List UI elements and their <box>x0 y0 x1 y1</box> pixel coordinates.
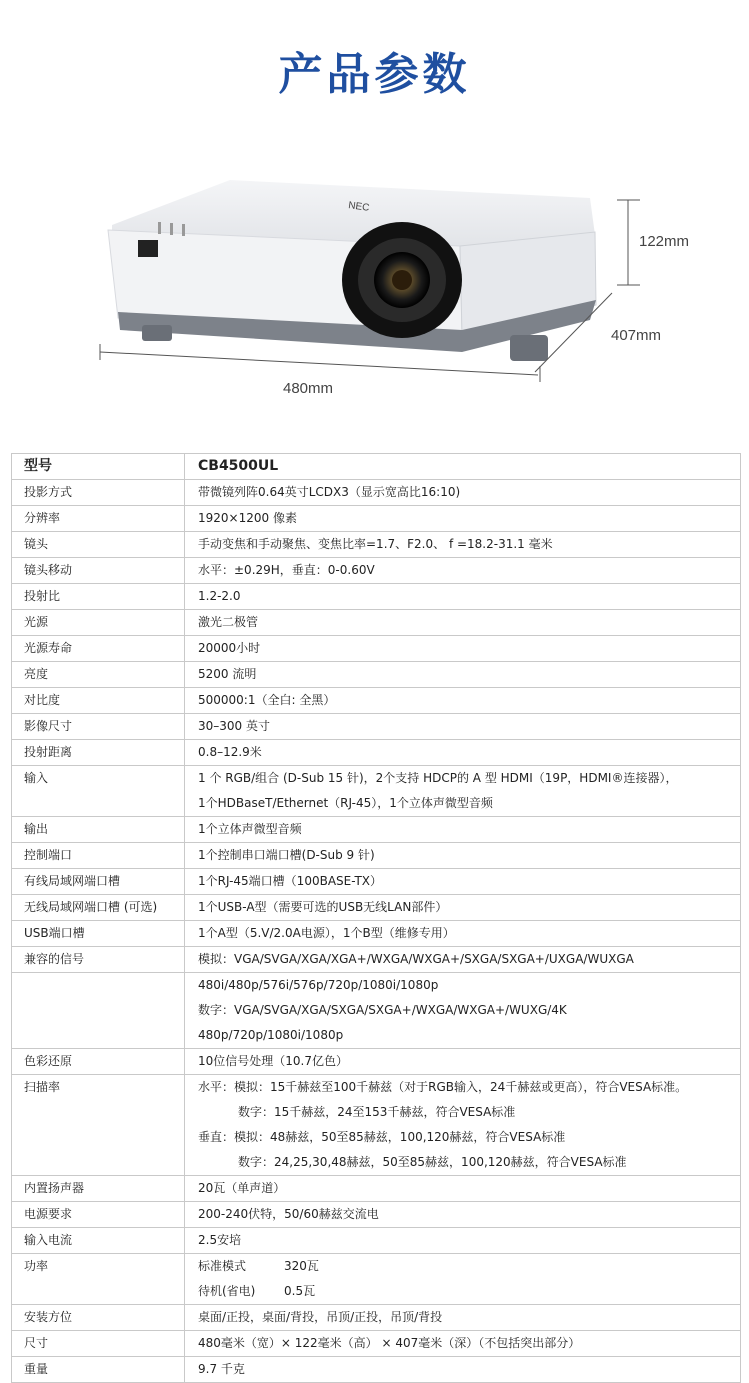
power-mode-value: 320瓦 <box>284 1259 319 1273</box>
spec-label-text: 输入 <box>24 771 49 785</box>
spec-label-text: 光源 <box>24 615 49 629</box>
spec-row <box>12 1254 741 1305</box>
spec-value <box>185 817 741 843</box>
spec-label <box>12 895 185 921</box>
spec-label-text: 功率 <box>24 1259 49 1273</box>
spec-row <box>12 1305 741 1331</box>
spec-value-line: 1个HDBaseT/Ethernet（RJ-45），1个立体声微型音频 <box>198 796 493 810</box>
spec-label <box>12 688 185 714</box>
spec-label-text: 有线局域网端口槽 <box>24 874 121 888</box>
spec-row <box>12 766 741 817</box>
spec-row <box>12 895 741 921</box>
spec-label-text: 尺寸 <box>24 1336 49 1350</box>
spec-row <box>12 1202 741 1228</box>
spec-label <box>12 506 185 532</box>
spec-label <box>12 1331 185 1357</box>
spec-label <box>12 740 185 766</box>
spec-label <box>12 662 185 688</box>
spec-row <box>12 454 741 480</box>
spec-label <box>12 869 185 895</box>
spec-label-text: 内置扬声器 <box>24 1181 85 1195</box>
spec-label <box>12 1305 185 1331</box>
spec-row <box>12 584 741 610</box>
spec-value <box>185 1202 741 1228</box>
spec-value-line: 20瓦（单声道） <box>198 1181 286 1195</box>
spec-value-line: 模拟：VGA/SVGA/XGA/XGA+/WXGA/WXGA+/SXGA/SXGA+/UXGA/WUXGA <box>198 952 634 966</box>
spec-label-text: 对比度 <box>24 693 61 707</box>
spec-value-line: 数字：24,25,30,48赫兹，50至85赫兹，100,120赫兹，符合VESA标准 <box>238 1155 627 1169</box>
spec-row <box>12 740 741 766</box>
spec-value <box>185 532 741 558</box>
spec-label <box>12 1049 185 1075</box>
spec-value-line: CB4500UL <box>198 458 279 474</box>
spec-row <box>12 921 741 947</box>
spec-label-text <box>24 973 184 998</box>
spec-value <box>185 1176 741 1202</box>
spec-row <box>12 947 741 973</box>
spec-label <box>12 1254 185 1305</box>
spec-label-text: 无线局域网端口槽 (可选) <box>24 900 158 914</box>
spec-value <box>185 480 741 506</box>
spec-value <box>185 688 741 714</box>
spec-row <box>12 688 741 714</box>
spec-value-line: 数字：15千赫兹，24至153千赫兹，符合VESA标准 <box>238 1105 516 1119</box>
spec-label <box>12 817 185 843</box>
spec-label-text: 安装方位 <box>24 1310 73 1324</box>
spec-value <box>185 662 741 688</box>
spec-label <box>12 973 185 1049</box>
spec-value-line: 200-240伏特，50/60赫兹交流电 <box>198 1207 379 1221</box>
spec-row <box>12 636 741 662</box>
spec-label <box>12 1228 185 1254</box>
spec-value <box>185 947 741 973</box>
spec-value-line: 数字：VGA/SVGA/XGA/SXGA/SXGA+/WXGA/WXGA+/WUXG/4K <box>198 1003 567 1017</box>
spec-label-text: 重量 <box>24 1362 49 1376</box>
spec-value <box>185 558 741 584</box>
power-mode-name: 标准模式 <box>198 1259 247 1273</box>
spec-row <box>12 1331 741 1357</box>
spec-label <box>12 480 185 506</box>
spec-label-text: 型号 <box>24 458 52 474</box>
spec-label-text: 亮度 <box>24 667 49 681</box>
spec-row <box>12 480 741 506</box>
power-mode-line <box>198 1279 740 1304</box>
spec-label <box>12 1202 185 1228</box>
spec-label <box>12 636 185 662</box>
spec-label <box>12 1176 185 1202</box>
spec-value-line: 桌面/正投，桌面/背投，吊顶/正投，吊顶/背投 <box>198 1310 443 1324</box>
spec-label-text: 投影方式 <box>24 485 73 499</box>
spec-label <box>12 843 185 869</box>
spec-value-line: 1个USB-A型（需要可选的USB无线LAN部件） <box>198 900 448 914</box>
spec-value-line: 1个控制串口端口槽(D-Sub 9 针) <box>198 848 375 862</box>
spec-value <box>185 506 741 532</box>
power-mode-value: 0.5瓦 <box>284 1284 316 1298</box>
depth-dimension: 407mm <box>611 327 662 344</box>
spec-label-text: 分辨率 <box>24 511 61 525</box>
spec-value <box>185 1049 741 1075</box>
spec-value <box>185 766 741 817</box>
height-dimension: 122mm <box>639 233 690 250</box>
spec-row <box>12 662 741 688</box>
spec-value-line: 水平：±0.29H，垂直：0-0.60V <box>198 563 375 577</box>
spec-value <box>185 1254 741 1305</box>
spec-row <box>12 532 741 558</box>
spec-value-line: 垂直：模拟：48赫兹，50至85赫兹，100,120赫兹，符合VESA标准 <box>198 1130 566 1144</box>
spec-value-line: 1个立体声微型音频 <box>198 822 302 836</box>
spec-row <box>12 817 741 843</box>
spec-row <box>12 714 741 740</box>
dimension-lines <box>0 0 749 440</box>
spec-value <box>185 843 741 869</box>
spec-label <box>12 584 185 610</box>
spec-label-text: 镜头 <box>24 537 49 551</box>
spec-label-text: 光源寿命 <box>24 641 73 655</box>
spec-value-line: 10位信号处理（10.7亿色） <box>198 1054 348 1068</box>
spec-value-line: 1920×1200 像素 <box>198 511 297 525</box>
power-mode-line <box>198 1254 740 1279</box>
spec-label-text: 投射距离 <box>24 745 73 759</box>
spec-value <box>185 636 741 662</box>
spec-value-line: 2.5安培 <box>198 1233 242 1247</box>
spec-label-text: 电源要求 <box>24 1207 73 1221</box>
spec-value <box>185 921 741 947</box>
spec-label-text: 色彩还原 <box>24 1054 73 1068</box>
spec-row <box>12 506 741 532</box>
spec-label <box>12 532 185 558</box>
spec-value <box>185 869 741 895</box>
spec-row <box>12 1049 741 1075</box>
spec-value <box>185 973 741 1049</box>
spec-value <box>185 454 741 480</box>
spec-value-line: 水平：模拟：15千赫兹至100千赫兹（对于RGB输入，24千赫兹或更高），符合VESA标准。 <box>198 1080 688 1094</box>
spec-label-text: 输出 <box>24 822 49 836</box>
spec-value-line: 20000小时 <box>198 641 261 655</box>
spec-label <box>12 947 185 973</box>
spec-value <box>185 714 741 740</box>
spec-table <box>11 453 741 1383</box>
spec-value <box>185 1075 741 1176</box>
spec-value-line: 带微镜列阵0.64英寸LCDX3（显示宽高比16:10) <box>198 485 461 499</box>
spec-value-line: 0.8–12.9米 <box>198 745 262 759</box>
spec-value-line: 480p/720p/1080i/1080p <box>198 1028 344 1042</box>
spec-row <box>12 1357 741 1383</box>
spec-value-line: 9.7 千克 <box>198 1362 245 1376</box>
spec-value-line: 480i/480p/576i/576p/720p/1080i/1080p <box>198 978 439 992</box>
spec-value-line: 1个A型（5.V/2.0A电源），1个B型（维修专用） <box>198 926 455 940</box>
spec-value-line: 1.2-2.0 <box>198 589 241 603</box>
spec-value <box>185 1305 741 1331</box>
spec-label-text: USB端口槽 <box>24 926 85 940</box>
spec-label-text: 镜头移动 <box>24 563 73 577</box>
spec-value-line: 5200 流明 <box>198 667 257 681</box>
spec-label <box>12 921 185 947</box>
spec-value <box>185 895 741 921</box>
spec-value-line: 30–300 英寸 <box>198 719 270 733</box>
spec-row <box>12 843 741 869</box>
spec-value <box>185 1357 741 1383</box>
spec-row <box>12 973 741 1049</box>
spec-label-text: 控制端口 <box>24 848 73 862</box>
spec-value-line: 480毫米（宽）× 122毫米（高） × 407毫米（深）（不包括突出部分） <box>198 1336 581 1350</box>
spec-value-line: 激光二极管 <box>198 615 259 629</box>
spec-value <box>185 1228 741 1254</box>
spec-value-line: 手动变焦和手动聚焦、变焦比率=1.7、F2.0、 f =18.2-31.1 毫米 <box>198 537 553 551</box>
spec-label-text: 扫描率 <box>24 1080 61 1094</box>
spec-row <box>12 1176 741 1202</box>
spec-label-text: 影像尺寸 <box>24 719 73 733</box>
spec-label-text: 输入电流 <box>24 1233 73 1247</box>
spec-label <box>12 766 185 817</box>
spec-label <box>12 714 185 740</box>
spec-value-line: 1个RJ-45端口槽（100BASE-TX） <box>198 874 383 888</box>
spec-value-line: 1 个 RGB/组合 (D-Sub 15 针)，2个支持 HDCP的 A 型 HDMI（19P，HDMI®连接器）， <box>198 771 678 785</box>
spec-value <box>185 610 741 636</box>
spec-label <box>12 558 185 584</box>
spec-label <box>12 1357 185 1383</box>
spec-label <box>12 454 185 480</box>
spec-row <box>12 1075 741 1176</box>
spec-label-text: 投射比 <box>24 589 61 603</box>
spec-value <box>185 1331 741 1357</box>
spec-value-line: 500000:1（全白: 全黑） <box>198 693 336 707</box>
spec-value <box>185 584 741 610</box>
spec-value <box>185 740 741 766</box>
spec-row <box>12 1228 741 1254</box>
spec-label <box>12 1075 185 1176</box>
svg-text:NEC: NEC <box>347 200 371 214</box>
spec-label-text: 兼容的信号 <box>24 952 85 966</box>
spec-row <box>12 610 741 636</box>
power-mode-name: 待机(省电) <box>198 1284 256 1298</box>
page-title: 产品参数 <box>278 49 471 100</box>
spec-label <box>12 610 185 636</box>
spec-row <box>12 558 741 584</box>
spec-row <box>12 869 741 895</box>
width-dimension: 480mm <box>283 380 334 397</box>
